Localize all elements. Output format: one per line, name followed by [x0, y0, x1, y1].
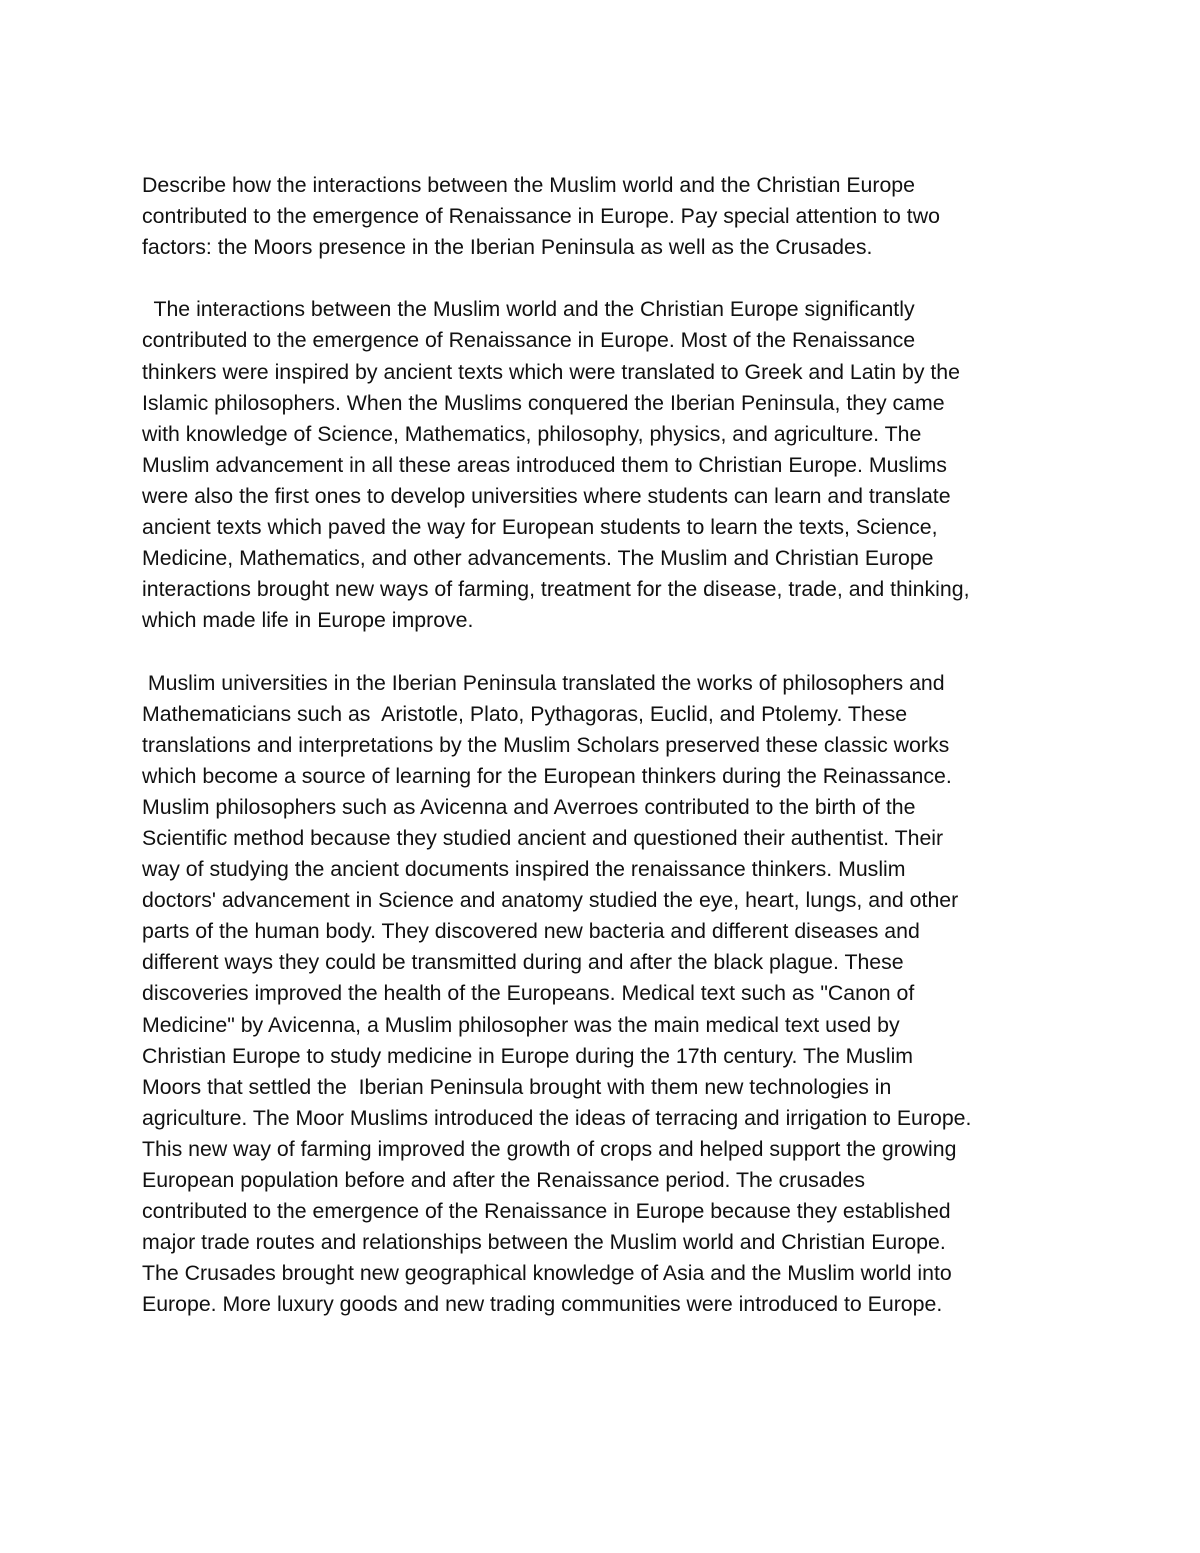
text-line: contributed to the emergence of the Renaissance in Europe because they established — [142, 1199, 951, 1224]
text-line: different ways they could be transmitted during and after the black plague. These — [142, 950, 904, 975]
text-line: factors: the Moors presence in the Iberian Peninsula as well as the Crusades. — [142, 235, 873, 260]
text-line: which become a source of learning for the European thinkers during the Reinassance. — [142, 763, 952, 788]
text-line: Muslim universities in the Iberian Peninsula translated the works of philosophers and — [142, 670, 945, 695]
text-line: ancient texts which paved the way for European students to learn the texts, Science, — [142, 515, 938, 540]
text-line: The interactions between the Muslim world and the Christian Europe significantly — [142, 297, 915, 322]
text-line: were also the first ones to develop universities where students can learn and translate — [142, 483, 951, 508]
text-line: Muslim philosophers such as Avicenna and Averroes contributed to the birth of the — [142, 794, 916, 819]
text-line: way of studying the ancient documents inspired the renaissance thinkers. Muslim — [142, 857, 906, 882]
paragraph-1 — [142, 294, 1072, 636]
text-line: Mathematicians such as Aristotle, Plato, Pythagoras, Euclid, and Ptolemy. These — [142, 701, 908, 726]
text-line: This new way of farming improved the growth of crops and helped support the growing — [142, 1136, 957, 1161]
text-line: contributed to the emergence of Renaissance in Europe. Pay special attention to two — [142, 204, 940, 229]
text-line: contributed to the emergence of Renaissance in Europe. Most of the Renaissance — [142, 328, 916, 353]
text-line: discoveries improved the health of the Europeans. Medical text such as "Canon of — [142, 981, 915, 1006]
text-line: Islamic philosophers. When the Muslims conquered the Iberian Peninsula, they came — [142, 390, 945, 415]
text-line: translations and interpretations by the Muslim Scholars preserved these classic works — [142, 732, 950, 757]
text-line: Moors that settled the Iberian Peninsula brought with them new technologies in — [142, 1074, 892, 1099]
text-line: Christian Europe to study medicine in Europe during the 17th century. The Muslim — [142, 1043, 914, 1068]
paragraph-2 — [142, 668, 1072, 1321]
paragraph-spacer — [142, 636, 1072, 667]
essay-prompt — [142, 170, 1072, 263]
text-line: The Crusades brought new geographical knowledge of Asia and the Muslim world into — [142, 1261, 952, 1286]
text-line: European population before and after the Renaissance period. The crusades — [142, 1168, 866, 1192]
text-line: Europe. More luxury goods and new trading communities were introduced to Europe. — [142, 1292, 943, 1317]
text-line: major trade routes and relationships between the Muslim world and Christian Europe. — [142, 1230, 946, 1255]
text-line: Medicine" by Avicenna, a Muslim philosopher was the main medical text used by — [142, 1012, 900, 1037]
text-line: doctors' advancement in Science and anatomy studied the eye, heart, lungs, and other — [142, 888, 959, 913]
text-line: interactions brought new ways of farming, treatment for the disease, trade, and thinking, — [142, 577, 970, 602]
text-line: agriculture. The Moor Muslims introduced the ideas of terracing and irrigation to Europe. — [142, 1105, 972, 1130]
text-line: Muslim advancement in all these areas introduced them to Christian Europe. Muslims — [142, 452, 947, 477]
text-line: which made life in Europe improve. — [142, 608, 474, 633]
text-line: thinkers were inspired by ancient texts which were translated to Greek and Latin by the — [142, 359, 960, 384]
text-line: Scientific method because they studied ancient and questioned their authentist. Their — [142, 825, 944, 850]
document-body — [142, 170, 1072, 1320]
text-line: parts of the human body. They discovered new bacteria and different diseases and — [142, 919, 920, 944]
text-line: Medicine, Mathematics, and other advancements. The Muslim and Christian Europe — [142, 546, 934, 571]
text-line: Describe how the interactions between the Muslim world and the Christian Europe — [142, 173, 916, 197]
paragraph-spacer — [142, 263, 1072, 294]
text-line: with knowledge of Science, Mathematics, philosophy, physics, and agriculture. The — [142, 421, 922, 446]
